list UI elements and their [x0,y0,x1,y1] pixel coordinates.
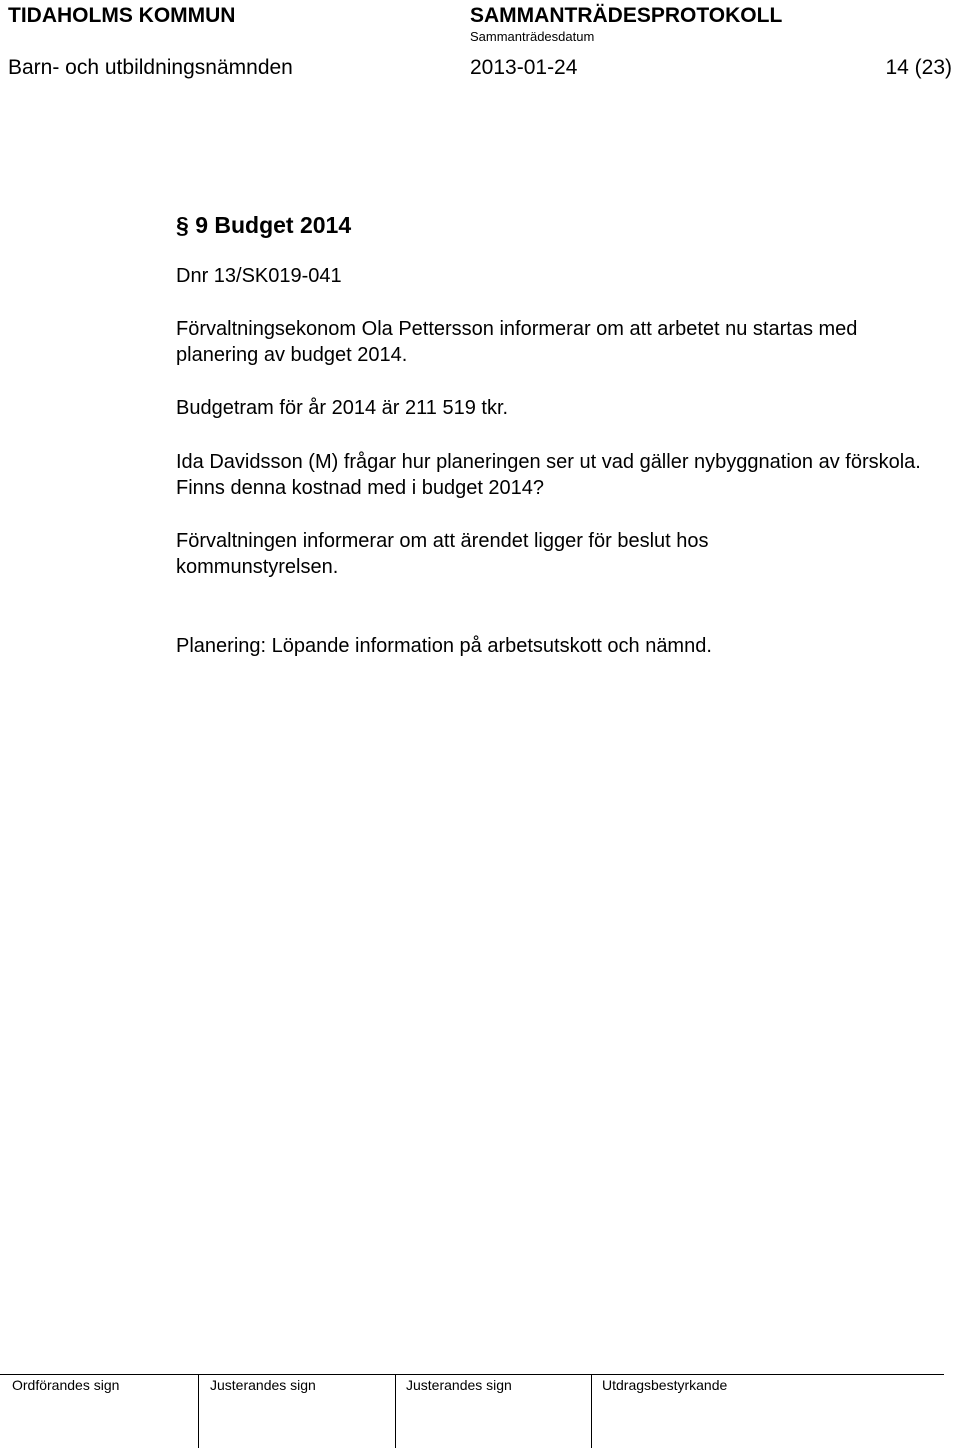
paragraph-1: Förvaltningsekonom Ola Pettersson informerar om att arbetet nu startas med planering av budget 2014. [176,318,858,366]
signature-row [0,1374,944,1448]
municipality-name: TIDAHOLMS KOMMUN [8,4,236,27]
date-label: Sammanträdesdatum [470,29,595,44]
section-marker: § [176,212,189,238]
section-title [176,212,351,239]
paragraph-4: Förvaltningen informerar om att ärendet ligger för beslut hos kommunstyrelsen. [176,530,709,578]
signature-label-chair: Ordförandes sign [12,1377,120,1393]
signature-box-adjuster-1 [198,1375,395,1448]
paragraph-2: Budgetram för år 2014 är 211 519 tkr. [176,397,509,419]
signature-box-adjuster-2 [395,1375,591,1448]
paragraph-5: Planering: Löpande information på arbetsutskott och nämnd. [176,635,712,657]
signature-label-extract: Utdragsbestyrkande [602,1377,728,1393]
section-title-text: 9 Budget 2014 [195,212,352,238]
signature-label-adjuster-1: Justerandes sign [210,1377,316,1393]
document-type: SAMMANTRÄDESPROTOKOLL [470,4,783,27]
signature-label-adjuster-2: Justerandes sign [406,1377,512,1393]
committee-name: Barn- och utbildningsnämnden [8,56,293,79]
page-number: 14 (23) [885,56,952,79]
signature-box-extract [591,1375,944,1448]
meeting-date: 2013-01-24 [470,56,578,79]
paragraph-3: Ida Davidsson (M) frågar hur planeringen ser ut vad gäller nybyggnation av förskola. Finns denna kostnad med i budget 2014? [176,451,921,499]
dnr-reference: Dnr 13/SK019-041 [176,265,342,287]
